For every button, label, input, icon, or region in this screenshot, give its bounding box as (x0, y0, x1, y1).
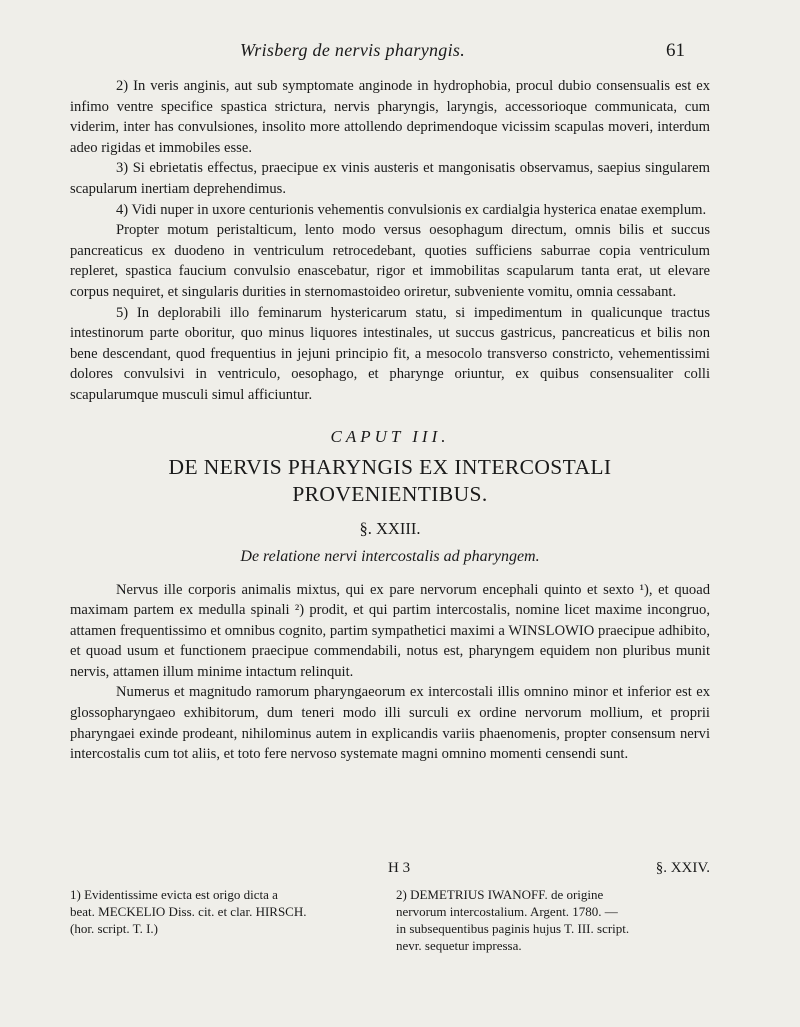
running-head (0, 40, 800, 64)
catchword: §. XXIV. (655, 860, 710, 876)
page-number: 61 (666, 40, 685, 61)
footnote-line: nevr. sequetur impressa. (396, 938, 522, 953)
paragraph: Numerus et magnitudo ramorum pharyngaeorum ex intercostali illis omnino minor et inferior est ex glossopharyngaeo exhibitorum, dum teneri modo illi surculi ex ordine nervorum mollium, et proprii pharyngaei exinde prodeant, nihilominus autem in explicandis variis phaenomenis, propter consensum nervi intercostalis cum tot aliis, et toto fere nervoso systemate magni omnino momenti censendi sunt. (70, 684, 710, 763)
section-number: §. XXIII. (359, 518, 421, 538)
chapter-label: CAPUT III. (330, 426, 450, 446)
footnote-line: 2) DEMETRIUS IWANOFF. de origine (396, 887, 604, 902)
footnote-line: (hor. script. T. I.) (70, 921, 158, 936)
paragraph: 4) Vidi nuper in uxore centurionis vehementis convulsionis ex cardialgia hysterica enatae exemplum. (116, 201, 707, 218)
footnote-line: in subsequentibus paginis hujus T. III. script. (396, 921, 630, 936)
running-title: Wrisberg de nervis pharyngis. (240, 40, 466, 60)
section-title: De relatione nervi intercostalis ad pharyngem. (240, 547, 540, 565)
paragraph: 5) In deplorabili illo feminarum hystericarum statu, si impedimentum in qualicunque tractus intestinorum parte oboritur, quo minus liquores intestinales, ut succus gastricus, pancreaticus et bilis non bene descendant, quod frequentius in jejuni principio fit, a mesocolo transverso constricto, vehementissimi dolores convulsivi in ventriculo, oesophago, et pharynge oriuntur, ex quibus consensualiter colli scapularumque musculi simul afficiuntur. (70, 304, 710, 403)
paragraph: Propter motum peristalticum, lento modo versus oesophagum directum, omnis bilis et succus pancreaticus ex duodeno in ventriculum retrocedebant, quoties sufficiens saburrae copia ventriculum repleret, spastica faucium convulsio enascebatur, rigor et immobilitas scapularum tanta erat, ut elevare corpus nequiret, et singularis durities in sternomastoideo oriretur, subveniente vomitu, omnia cessabant. (70, 222, 710, 300)
footnote-2 (396, 886, 710, 954)
signature-mark: H 3 (388, 860, 411, 876)
main-text (70, 76, 710, 765)
paragraph: 3) Si ebrietatis effectus, praecipue ex vinis austeris et mangonisatis observamus, saepius singularem scapularum inertiam deprehendimus. (70, 160, 710, 197)
paragraph: 2) In veris anginis, aut sub symptomate anginode in hydrophobia, procul dubio consensualis est ex infimo ventre specifice spastica strictura, nervis pharyngis, laryngis, accessorioque communicata, cum viderim, inter has convulsiones, insolito more attollendo deprimendoque vicissim scapulas moveri, interdum adeo rigidas et immobiles esse. (70, 78, 710, 156)
chapter-title (70, 454, 710, 508)
footnote-line: nervorum intercostalium. Argent. 1780. — (396, 904, 618, 919)
footnote-1 (70, 886, 370, 937)
paragraph: Nervus ille corporis animalis mixtus, qui ex pare nervorum encephali quinto et sexto ¹), et quoad maximam partem ex medulla spinali ²) prodit, et qui partim intercostalis, nomine licet maxime incongruo, attamen frequentissimo et omnibus cognito, partim sympathetici maximi a WINSLOWIO praecipue adhibito, et quoad usum et functionem praecipue commendabili, notus est, pharyngem equidem non pluribus munit nervis, attamen illum minime intactum relinquit. (70, 581, 710, 680)
footnote-line: beat. MECKELIO Diss. cit. et clar. HIRSCH. (70, 904, 307, 919)
chapter-title-line: DE NERVIS PHARYNGIS EX INTERCOSTALI (168, 454, 612, 479)
chapter-title-line: PROVENIENTIBUS. (292, 481, 488, 506)
footnote-line: 1) Evidentissime evicta est origo dicta a (70, 887, 278, 902)
signature-line (70, 860, 710, 882)
